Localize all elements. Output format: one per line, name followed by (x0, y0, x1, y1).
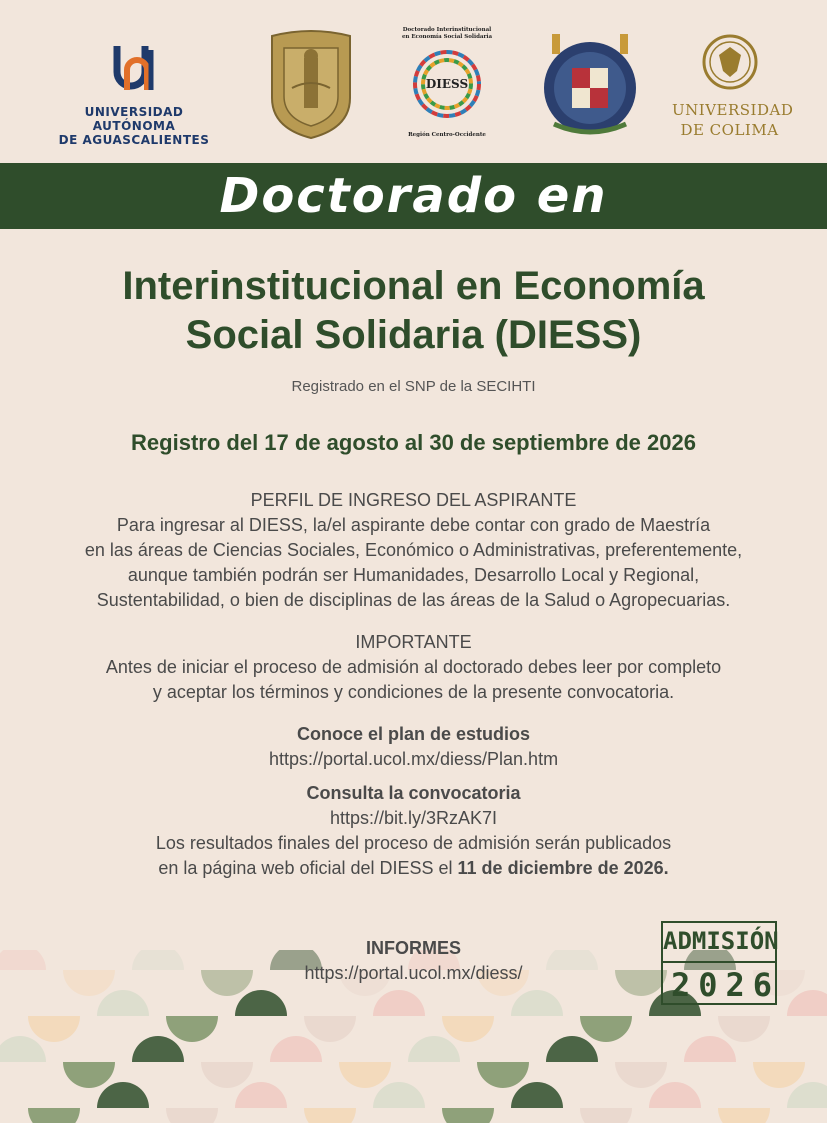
ucol-name-line2: DE COLIMA (680, 121, 779, 139)
diess-logo (397, 27, 497, 142)
admision-word: ADMISIÓN (663, 927, 779, 955)
pattern-shape (235, 1082, 287, 1108)
plan-url-link[interactable]: https://portal.ucol.mx/diess/Plan.htm (268, 749, 559, 769)
perfil-line-2: en las áreas de Ciencias Sociales, Económico o Administrativas, preferentemente, (84, 540, 743, 560)
pattern-shape (97, 990, 149, 1016)
plan-heading: Conoce el plan de estudios (296, 724, 531, 744)
registered-note: Registrado en el SNP de la SECIHTI (291, 378, 536, 395)
results-date: 11 de diciembre de 2026. (457, 858, 669, 878)
ucol-logo (672, 33, 794, 140)
uaa-logo (44, 40, 224, 147)
importante-heading: IMPORTANTE (355, 632, 472, 652)
pattern-shape (718, 1108, 770, 1123)
university-seal-2 (538, 28, 642, 140)
perfil-line-3: aunque también podrán ser Humanidades, Desarrollo Local y Regional, (127, 565, 700, 585)
importante-line-2: y aceptar los términos y condiciones de la presente convocatoria. (152, 682, 675, 702)
pattern-shape (97, 1082, 149, 1108)
pattern-shape (546, 1036, 598, 1062)
institution-logos (0, 0, 827, 163)
convocatoria-url-link[interactable]: https://bit.ly/3RzAK7I (329, 808, 498, 828)
pattern-shape (787, 1082, 827, 1108)
pattern-shape (339, 1062, 391, 1088)
ucol-name-line1: UNIVERSIDAD (672, 101, 794, 119)
pattern-shape (649, 1082, 701, 1108)
pattern-shape (373, 1082, 425, 1108)
perfil-section (0, 488, 827, 613)
pattern-shape (304, 1108, 356, 1123)
pattern-shape (63, 1062, 115, 1088)
diess-logo-top-line1: Doctorado Interinstitucional (402, 27, 492, 33)
banner-title: Doctorado en (219, 168, 608, 224)
pattern-shape (304, 1016, 356, 1042)
importante-line-1: Antes de iniciar el proceso de admisión al doctorado debes leer por completo (105, 657, 722, 677)
pattern-shape (166, 1108, 218, 1123)
pattern-shape (511, 1082, 563, 1108)
pattern-shape (28, 1016, 80, 1042)
pattern-shape (615, 1062, 667, 1088)
informes-heading: INFORMES (365, 938, 461, 958)
admision-divider (663, 961, 775, 963)
pattern-shape (511, 990, 563, 1016)
pattern-shape (477, 1062, 529, 1088)
pattern-shape (442, 1016, 494, 1042)
results-line-1: Los resultados finales del proceso de admisión serán publicados (155, 833, 672, 853)
title-banner (0, 163, 827, 229)
pattern-shape (580, 1016, 632, 1042)
plan-section (0, 722, 827, 772)
pattern-shape (166, 1016, 218, 1042)
pattern-shape (408, 1036, 460, 1062)
pattern-shape (753, 1062, 805, 1088)
uaa-emblem-icon (99, 40, 169, 98)
pattern-shape (132, 1036, 184, 1062)
program-title-line1: Interinstitucional en Economía (122, 264, 705, 308)
diess-logo-center: DIESS (425, 77, 469, 91)
convocatoria-heading: Consulta la convocatoria (306, 783, 521, 803)
program-title (0, 262, 827, 360)
golden-shield-icon (264, 28, 358, 140)
uaa-name-line1: UNIVERSIDAD AUTÓNOMA (84, 105, 184, 133)
perfil-line-4: Sustentabilidad, o bien de disciplinas de las áreas de la Salud o Agropecuarias. (96, 590, 731, 610)
eagle-seal-icon (701, 33, 759, 91)
pattern-shape (580, 1108, 632, 1123)
university-seal-1 (264, 28, 358, 140)
perfil-heading: PERFIL DE INGRESO DEL ASPIRANTE (250, 490, 577, 510)
convocatoria-section (0, 781, 827, 881)
pattern-shape (373, 990, 425, 1016)
perfil-line-1: Para ingresar al DIESS, la/el aspirante debe contar con grado de Maestría (116, 515, 711, 535)
pattern-shape (270, 1036, 322, 1062)
pattern-shape (28, 1108, 80, 1123)
pattern-shape (787, 990, 827, 1016)
pattern-shape (235, 990, 287, 1016)
diess-people-circle-icon (402, 41, 492, 127)
crest-shield-icon (538, 28, 642, 140)
pattern-shape (684, 1036, 736, 1062)
results-line-2 (0, 856, 827, 881)
admision-year: 2026 (671, 966, 781, 1004)
admision-badge (661, 921, 781, 1005)
diess-logo-bottom: Región Centro-Occidente (408, 132, 486, 138)
registration-dates: Registro del 17 de agosto al 30 de septiembre de 2026 (131, 430, 696, 455)
uaa-name-line2: DE AGUASCALIENTES (58, 133, 210, 147)
importante-section (0, 630, 827, 705)
pattern-shape (0, 1036, 46, 1062)
pattern-shape (718, 1016, 770, 1042)
informes-url-link[interactable]: https://portal.ucol.mx/diess/ (304, 963, 523, 983)
diess-logo-top-line2: en Economía Social Solidaria (401, 34, 493, 40)
program-title-line2: Social Solidaria (DIESS) (185, 313, 642, 357)
results-line-2-prefix: en la página web oficial del DIESS el (158, 858, 458, 878)
pattern-shape (442, 1108, 494, 1123)
pattern-shape (201, 1062, 253, 1088)
